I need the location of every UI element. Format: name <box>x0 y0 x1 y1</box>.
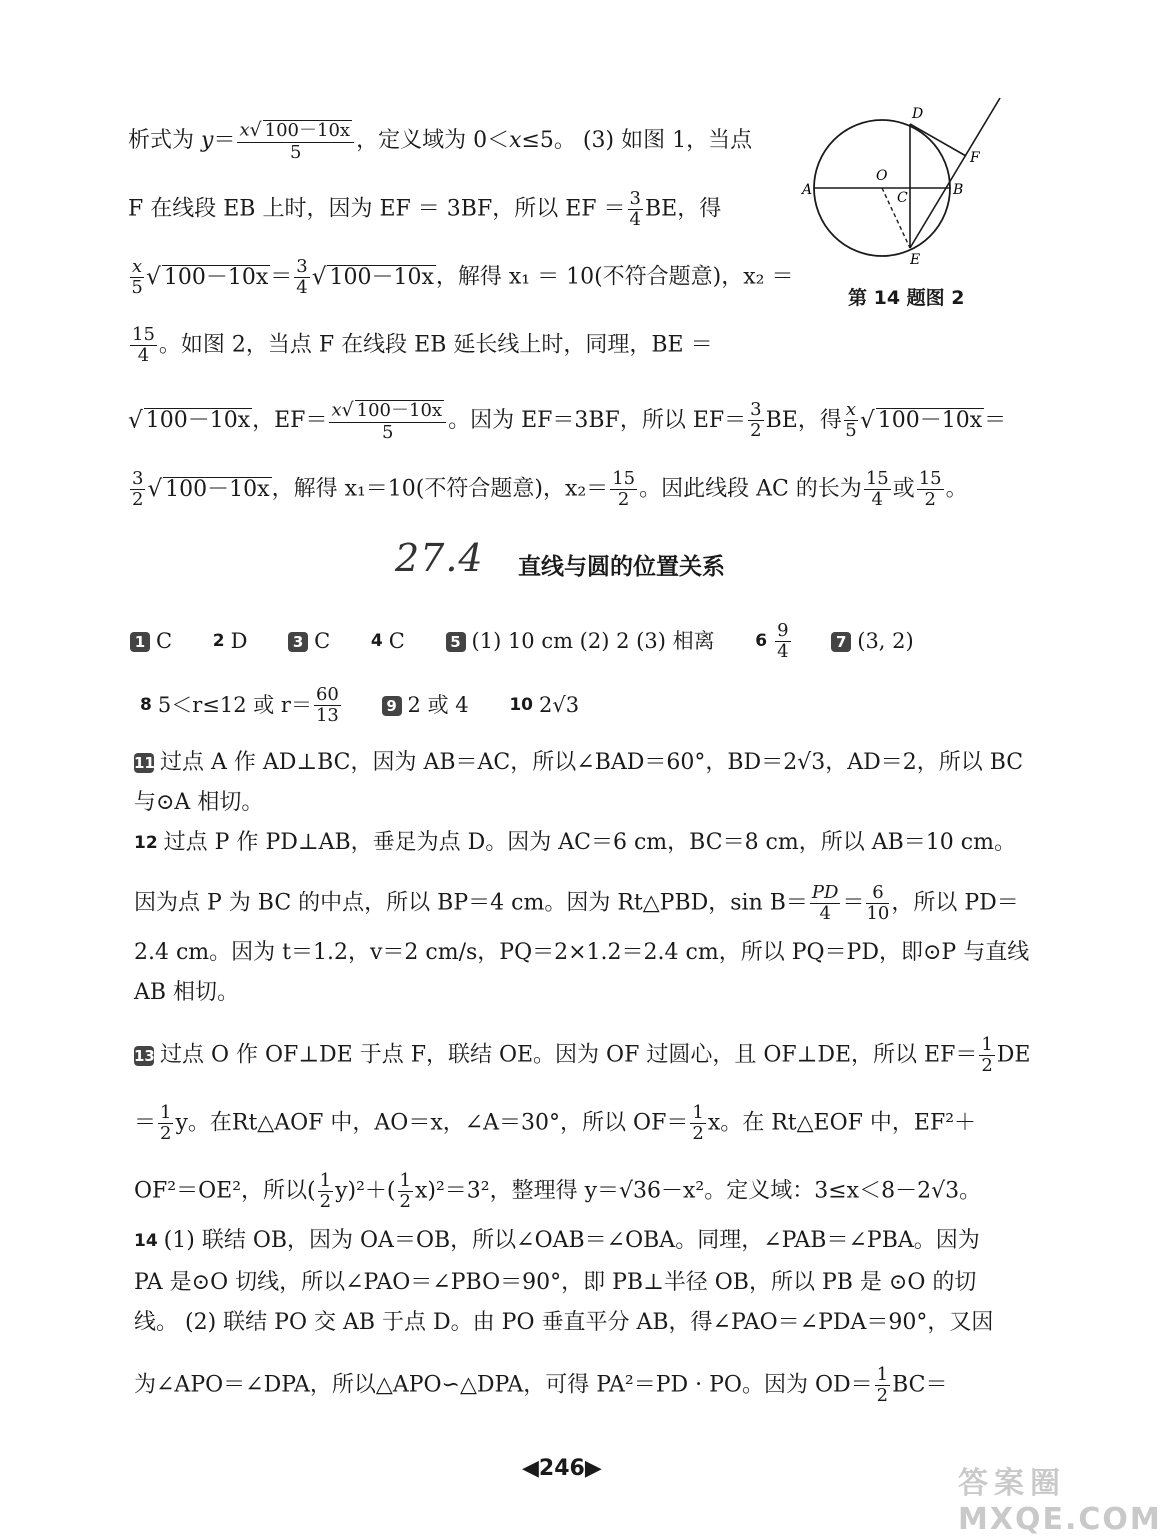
figure-caption: 第 14 题图 2 <box>848 287 965 309</box>
geometry-figure <box>800 96 1040 276</box>
q14-line-4: 为∠APO＝∠DPA，所以△APO∽△DPA，可得 PA²＝PD · PO。因为 OD＝ $\frac{1}{2}$ BC＝ <box>134 1364 948 1406</box>
fraction: $\frac{15}{2}$ <box>918 468 942 510</box>
label-e: E <box>910 252 921 268</box>
q12-line-4: AB 相切。 <box>134 980 240 1005</box>
question-number: 2 <box>212 631 225 651</box>
answers-row-1: 1 C 2 D 3 C 4 C 5 (1) 10 cm (2) 2 (3) 相离 6 $\frac{9}{4}$ 7 (3, 2) <box>130 622 914 661</box>
fraction: $\frac{x√ 100-10x}{5}$ <box>237 120 354 162</box>
fraction: $\frac{x}{5}$ <box>845 399 857 442</box>
fraction: $\frac{15}{4}$ <box>865 468 889 510</box>
fraction: $\frac{PD}{4}$ <box>811 882 839 924</box>
fraction: $\frac{6}{10}$ <box>866 882 890 924</box>
question-badge: 7 <box>831 632 851 652</box>
question-number: 12 <box>134 832 158 853</box>
q11-line-1: 11 过点 A 作 AD⊥BC，因为 AB＝AC，所以∠BAD＝60°，BD＝2√3，AD＝2，所以 BC <box>134 750 1024 775</box>
text-line-2: F 在线段 EB 上时，因为 EF ＝ 3BF，所以 EF ＝ $\frac{3}{4}$ BE，得 <box>128 188 722 230</box>
text-line-5: √ 100－10x，EF＝ $\frac{x√ 100-10x}{5}$ 。因为 EF＝3BF，所以 EF＝ $\frac{3}{2}$ BE，得 $\frac{x}{5}$ √ 100－10x＝ <box>128 398 1007 443</box>
fraction: $\frac{1}{2}$ <box>876 1364 889 1406</box>
fraction: $\frac{1}{2}$ <box>160 1102 172 1144</box>
fraction: $\frac{3}{4}$ <box>296 256 308 298</box>
question-number: 10 <box>509 695 533 715</box>
section-title: 直线与圆的位置关系 <box>518 554 725 580</box>
fraction: $\frac{1}{2}$ <box>399 1170 411 1212</box>
question-badge: 11 <box>134 754 155 772</box>
text-line-1: 析式为 y＝ $\frac{x√ 100-10x}{5}$ ，定义域为 0＜x≤5。 (3) 如图 1，当点 <box>128 118 753 163</box>
fraction: $\frac{15}{2}$ <box>612 468 636 510</box>
q11-line-2: 与⊙A 相切。 <box>134 790 264 815</box>
q14-line-2: PA 是⊙O 切线，所以∠PAO＝∠PBO＝90°，即 PB⊥半径 OB，所以 PB 是 ⊙O 的切 <box>134 1270 977 1295</box>
text-line-4: $\frac{15}{4}$ 。如图 2，当点 F 在线段 EB 延长线上时，同理，BE ＝ <box>132 324 713 366</box>
answers-row-2: 8 5＜r≤12 或 r＝ $\frac{60}{13}$ 9 2 或 4 10 2√3 <box>140 684 580 726</box>
question-number: 6 <box>755 631 768 651</box>
question-badge: 13 <box>134 1046 155 1065</box>
fraction: $\frac{60}{13}$ <box>315 684 339 726</box>
fraction: $\frac{1}{2}$ <box>319 1170 332 1212</box>
question-badge: 3 <box>288 632 308 652</box>
line-ef <box>910 98 1000 248</box>
label-o: O <box>876 168 888 184</box>
text-line-3: $\frac{x}{5}$ √ 100－10x＝ $\frac{3}{4}$ √ 100－10x，解得 x₁ ＝ 10(不符合题意)，x₂ ＝ <box>131 256 794 298</box>
fraction: $\frac{1}{2}$ <box>981 1034 993 1076</box>
text-line-6: $\frac{3}{2}$ √ 100－10x，解得 x₁＝10(不符合题意)，x₂＝ $\frac{15}{2}$ 。因此线段 AC 的长为 $\frac{15}{4}$ 或 $\frac{15}{2}$ 。 <box>132 468 968 510</box>
fraction: $\frac{9}{4}$ <box>777 620 789 662</box>
segment-df <box>910 124 966 156</box>
q12-line-3: 2.4 cm。因为 t＝1.2，v＝2 cm/s，PQ＝2×1.2＝2.4 cm，所以 PQ＝PD，即⊙P 与直线 <box>134 940 1030 965</box>
label-b: B <box>953 182 964 198</box>
q13-line-3: OF²＝OE²，所以( $\frac{1}{2}$ y)²＋( $\frac{1}{2}$ x)²＝3²，整理得 y＝√36－x²。定义域：3≤x＜8－2√3。 <box>134 1170 982 1212</box>
q14-line-3: 线。 (2) 联结 PO 交 AB 于点 D。由 PO 垂直平分 AB，得∠PAO＝∠PDA＝90°，又因 <box>134 1310 994 1335</box>
label-f: F <box>970 150 980 166</box>
fraction: $\frac{3}{2}$ <box>750 399 762 442</box>
watermark-logo: 答案圈 MXQE.COM <box>958 1466 1162 1537</box>
fraction: $\frac{x}{5}$ <box>131 256 143 298</box>
label-a: A <box>802 182 813 198</box>
q12-line-1: 12 过点 P 作 PD⊥AB，垂足为点 D。因为 AC＝6 cm，BC＝8 cm，所以 AB＝10 cm。 <box>134 830 1016 855</box>
question-badge: 9 <box>382 696 402 716</box>
fraction: $\frac{15}{4}$ <box>132 324 155 366</box>
q13-line-2: ＝ $\frac{1}{2}$ y。在Rt△AOF 中，AO＝x，∠A＝30°，所以 OF＝ $\frac{1}{2}$ x。在 Rt△EOF 中，EF²＋ <box>134 1102 977 1144</box>
q12-line-2: 因为点 P 为 BC 的中点，所以 BP＝4 cm。因为 Rt△PBD，sin B＝ $\frac{PD}{4}$ ＝ $\frac{6}{10}$ ，所以 PD＝ <box>134 882 1019 924</box>
question-number: 14 <box>134 1230 158 1251</box>
fraction: $\frac{3}{4}$ <box>629 188 641 230</box>
label-c: C <box>897 190 908 206</box>
question-number: 8 <box>140 695 152 715</box>
section-number: 27.4 <box>395 536 484 580</box>
fraction: $\frac{1}{2}$ <box>692 1102 704 1144</box>
label-d: D <box>912 106 924 122</box>
q13-line-1: 13 过点 O 作 OF⊥DE 于点 F，联结 OE。因为 OF 过圆心，且 OF⊥DE，所以 EF＝ $\frac{1}{2}$ DE <box>134 1034 1031 1076</box>
fraction: $\frac{3}{2}$ <box>132 468 144 510</box>
q14-line-1: 14 (1) 联结 OB，因为 OA＝OB，所以∠OAB＝∠OBA。同理，∠PAB＝∠PBA。因为 <box>134 1228 980 1253</box>
question-number: 4 <box>370 631 383 651</box>
page-number: ◀246▶ <box>522 1456 602 1481</box>
fraction: $\frac{x√ 100-10x}{5}$ <box>329 400 446 442</box>
question-badge: 1 <box>130 632 150 652</box>
question-badge: 5 <box>446 632 466 652</box>
